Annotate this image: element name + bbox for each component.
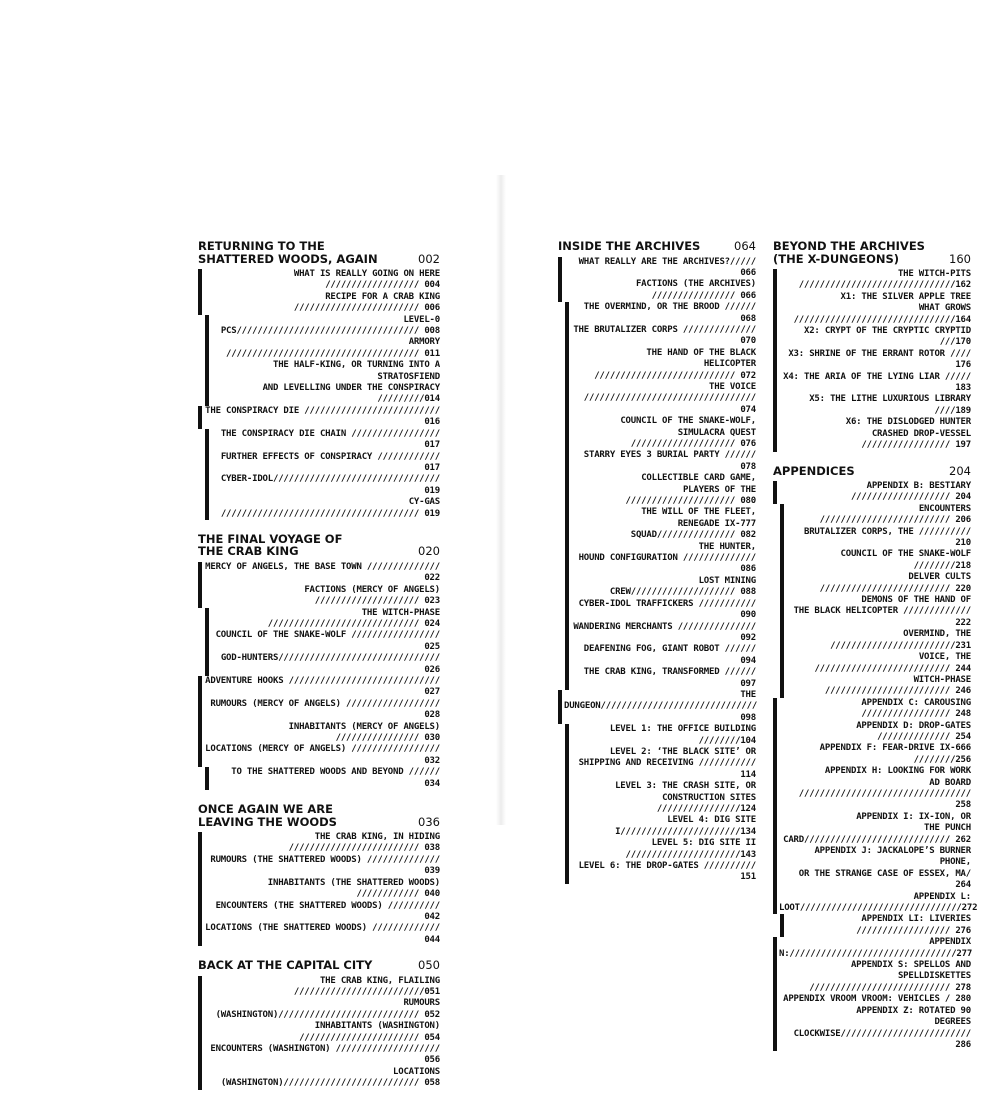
toc-entry[interactable]: APPENDIX N:////////////////////////////////277 — [773, 937, 971, 960]
section-heading — [558, 240, 756, 253]
toc-entry[interactable]: DEAFENING FOG, GIANT ROBOT ////// 094 — [558, 644, 756, 667]
toc-entry[interactable]: APPENDIX F: FEAR-DRIVE IX-666 ////////256 — [773, 743, 971, 766]
toc-entry[interactable]: LEVEL 2: ‘THE BLACK SITE’ OR SHIPPING AND RECEIVING /////////// 114 — [558, 747, 756, 781]
section-page-number: 064 — [734, 239, 756, 253]
toc-entry[interactable]: LOCATIONS (MERCY OF ANGELS) ///////////////// 032 — [198, 744, 440, 767]
toc-column-right-page-2 — [773, 239, 978, 1064]
toc-entry[interactable]: FURTHER EFFECTS OF CONSPIRACY //////////// 017 — [198, 452, 440, 475]
toc-entry[interactable]: APPENDIX VROOM VROOM: VEHICLES / 280 — [773, 994, 971, 1005]
toc-entry[interactable]: COUNCIL OF THE SNAKE-WOLF, SIMULACRA QUEST //////////////////// 076 — [558, 416, 756, 450]
toc-entry[interactable]: RUMOURS (WASHINGTON)/////////////////////////// 052 — [198, 998, 440, 1021]
toc-entry[interactable]: APPENDIX S: SPELLOS AND SPELLDISKETTES /////////////////////////// 278 — [773, 960, 971, 994]
toc-section — [198, 803, 440, 946]
toc-entry[interactable]: APPENDIX J: JACKALOPE’S BURNER PHONE, OR THE STRANGE CASE OF ESSEX, MA/ 264 — [773, 846, 971, 892]
toc-entry[interactable]: APPENDIX C: CAROUSING ///////////////// 248 — [773, 698, 971, 721]
toc-entry[interactable]: LOCATIONS (WASHINGTON)////////////////////////// 058 — [198, 1067, 440, 1090]
toc-entry[interactable]: MERCY OF ANGELS, THE BASE TOWN ////////////// 022 — [198, 562, 440, 585]
toc-entry[interactable]: X5: THE LITHE LUXURIOUS LIBRARY ////189 — [773, 394, 971, 417]
toc-entry[interactable]: APPENDIX L: LOOT///////////////////////////////272 — [773, 892, 971, 915]
toc-entry[interactable]: THE WILL OF THE FLEET, RENEGADE IX-777 SQUAD/////////////// 082 — [558, 507, 756, 541]
toc-entry[interactable]: CYBER-IDOL//////////////////////////////// 019 — [198, 474, 440, 497]
toc-entry[interactable]: THE CRAB KING, TRANSFORMED ////// 097 — [558, 667, 756, 690]
section-page-number: 020 — [418, 544, 440, 559]
toc-entry[interactable]: LEVEL 4: DIG SITE I///////////////////////134 — [558, 815, 756, 838]
toc-entry[interactable]: THE HUNTER, HOUND CONFIGURATION ////////////// 086 — [558, 542, 756, 576]
section-title: APPENDICES — [773, 463, 855, 478]
toc-entry[interactable]: CY-GAS ////////////////////////////////////// 019 — [198, 497, 440, 520]
toc-entry[interactable]: CYBER-IDOL TRAFFICKERS /////////// 090 — [558, 599, 756, 622]
toc-entry[interactable]: THE WITCH-PHASE ///////////////////////////// 024 — [198, 608, 440, 631]
toc-entry[interactable]: APPENDIX Z: ROTATED 90 DEGREES CLOCKWISE///////////////////////// 286 — [773, 1006, 971, 1052]
toc-entry[interactable]: THE VOICE ///////////////////////////////// 074 — [558, 382, 756, 416]
toc-entry[interactable]: LEVEL 1: THE OFFICE BUILDING ////////104 — [558, 724, 756, 747]
toc-entry[interactable]: LEVEL 3: THE CRASH SITE, OR CONSTRUCTION SITES ////////////////124 — [558, 781, 756, 815]
toc-entry[interactable]: LEVEL 6: THE DROP-GATES ////////// 151 — [558, 861, 756, 884]
toc-entry[interactable]: X1: THE SILVER APPLE TREE WHAT GROWS ///////////////////////////////164 — [773, 292, 971, 326]
section-heading — [198, 240, 440, 265]
toc-entry[interactable]: ARMORY ///////////////////////////////////// 011 — [198, 337, 440, 360]
toc-entry[interactable]: THE CRAB KING, IN HIDING ///////////////////////// 038 — [198, 832, 440, 855]
toc-entry[interactable]: OVERMIND, THE ////////////////////////231 — [773, 629, 971, 652]
toc-entry[interactable]: APPENDIX I: IX-ION, OR THE PUNCH CARD//////////////////////////// 262 — [773, 812, 971, 846]
toc-entry[interactable]: THE BRUTALIZER CORPS ////////////// 070 — [558, 325, 756, 348]
section-title: INSIDE THE ARCHIVES — [558, 239, 701, 253]
section-page-number: 002 — [418, 251, 440, 266]
toc-entry[interactable]: THE WITCH-PITS //////////////////////////////162 — [773, 269, 971, 292]
toc-entry[interactable]: DELVER CULTS ///////////////////////// 220 — [773, 572, 971, 595]
toc-entry[interactable]: WANDERING MERCHANTS /////////////// 092 — [558, 622, 756, 645]
toc-entry[interactable]: WITCH-PHASE //////////////////////// 246 — [773, 675, 971, 698]
toc-entry[interactable]: X4: THE ARIA OF THE LYING LIAR ///// 183 — [773, 372, 971, 395]
toc-entry[interactable]: ENCOUNTERS (WASHINGTON) //////////////////// 056 — [198, 1044, 440, 1067]
section-title: THE FINAL VOYAGE OF THE CRAB KING — [198, 531, 343, 559]
section-heading — [773, 465, 971, 478]
toc-entry[interactable]: APPENDIX H: LOOKING FOR WORK AD BOARD ///////////////////////////////// 258 — [773, 766, 971, 812]
page-gutter — [496, 175, 506, 825]
toc-entry[interactable]: X6: THE DISLODGED HUNTER CRASHED DROP-VESSEL ///////////////// 197 — [773, 417, 971, 451]
section-title: BACK AT THE CAPITAL CITY — [198, 958, 373, 973]
toc-entry[interactable]: BRUTALIZER CORPS, THE ////////// 210 — [773, 527, 971, 550]
section-title: BEYOND THE ARCHIVES (THE X-DUNGEONS) — [773, 239, 925, 266]
toc-entry[interactable]: RUMOURS (THE SHATTERED WOODS) ////////////// 039 — [198, 855, 440, 878]
toc-entry[interactable]: LOST MINING CREW//////////////////// 088 — [558, 576, 756, 599]
toc-entry[interactable]: THE CRAB KING, FLAILING /////////////////////////051 — [198, 976, 440, 999]
section-title: ONCE AGAIN WE ARE LEAVING THE WOODS — [198, 802, 337, 829]
toc-section — [198, 533, 440, 790]
toc-entry[interactable]: THE CONSPIRACY DIE ////////////////////////// 016 — [198, 406, 440, 429]
toc-entry[interactable]: INHABITANTS (THE SHATTERED WOODS) //////////// 040 — [198, 878, 440, 901]
toc-entry[interactable]: THE CONSPIRACY DIE CHAIN ///////////////// 017 — [198, 429, 440, 452]
toc-entry[interactable]: X3: SHRINE OF THE ERRANT ROTOR //// 176 — [773, 349, 971, 372]
toc-entry[interactable]: LEVEL-0 PCS/////////////////////////////////// 008 — [198, 315, 440, 338]
section-heading — [198, 803, 440, 828]
toc-section — [198, 959, 440, 1090]
section-title: RETURNING TO THE SHATTERED WOODS, AGAIN — [198, 239, 378, 266]
toc-entry[interactable]: ENCOUNTERS ///////////////////////// 206 — [773, 504, 971, 527]
toc-entry[interactable]: THE OVERMIND, OR THE BROOD ////// 068 — [558, 302, 756, 325]
toc-entry[interactable]: LEVEL 5: DIG SITE II //////////////////////143 — [558, 838, 756, 861]
toc-entry[interactable]: LOCATIONS (THE SHATTERED WOODS) ///////////// 044 — [198, 923, 440, 946]
section-page-number: 204 — [949, 463, 971, 478]
toc-entry[interactable]: FACTIONS (THE ARCHIVES) //////////////// 066 — [558, 279, 756, 302]
toc-entry[interactable]: WHAT IS REALLY GOING ON HERE ////////////////// 004 — [198, 269, 440, 292]
section-heading — [198, 959, 440, 972]
toc-entry[interactable]: ADVENTURE HOOKS ///////////////////////////// 027 — [198, 676, 440, 699]
toc-entry[interactable]: VOICE, THE ////////////////////////// 244 — [773, 652, 971, 675]
toc-entry[interactable]: APPENDIX D: DROP-GATES ////////////// 254 — [773, 721, 971, 744]
toc-section — [773, 463, 978, 1052]
toc-entry[interactable]: ENCOUNTERS (THE SHATTERED WOODS) ////////// 042 — [198, 901, 440, 924]
toc-entry[interactable]: COLLECTIBLE CARD GAME, PLAYERS OF THE ///////////////////// 080 — [558, 473, 756, 507]
section-page-number: 050 — [418, 958, 440, 973]
toc-entry[interactable]: APPENDIX LI: LIVERIES ////////////////// 276 — [773, 914, 971, 937]
toc-entry[interactable]: X2: CRYPT OF THE CRYPTIC CRYPTID ///170 — [773, 326, 971, 349]
toc-entry[interactable]: RUMOURS (MERCY OF ANGELS) ////////////////// 028 — [198, 699, 440, 722]
toc-column-left-page — [198, 240, 440, 1103]
section-page-number: 036 — [418, 814, 440, 829]
toc-entry[interactable]: GOD-HUNTERS/////////////////////////////// 026 — [198, 653, 440, 676]
toc-entry[interactable]: INHABITANTS (WASHINGTON) /////////////////////// 054 — [198, 1021, 440, 1044]
section-page-number: 160 — [949, 251, 971, 266]
toc-entry[interactable]: THE DUNGEON////////////////////////////// 098 — [558, 690, 756, 724]
toc-entry[interactable]: COUNCIL OF THE SNAKE-WOLF ///////////////// 025 — [198, 630, 440, 653]
toc-entry[interactable]: THE HAND OF THE BLACK HELICOPTER /////////////////////////// 072 — [558, 348, 756, 382]
toc-entry[interactable]: COUNCIL OF THE SNAKE-WOLF ////////218 — [773, 549, 971, 572]
toc-entry[interactable]: INHABITANTS (MERCY OF ANGELS) //////////////// 030 — [198, 722, 440, 745]
toc-section — [773, 240, 971, 452]
toc-column-right-page-1 — [558, 240, 756, 897]
toc-entry[interactable]: RECIPE FOR A CRAB KING //////////////////////// 006 — [198, 292, 440, 315]
toc-entry[interactable]: WHAT REALLY ARE THE ARCHIVES?///// 066 — [558, 257, 756, 280]
toc-entry[interactable]: THE HALF-KING, OR TURNING INTO A STRATOSFIEND AND LEVELLING UNDER THE CONSPIRACY /////////014 — [198, 360, 440, 406]
section-heading — [773, 240, 971, 265]
toc-entry[interactable]: FACTIONS (MERCY OF ANGELS) //////////////////// 023 — [198, 585, 440, 608]
toc-entry[interactable]: APPENDIX B: BESTIARY /////////////////// 204 — [773, 481, 971, 504]
section-heading — [198, 533, 440, 558]
toc-entry[interactable]: STARRY EYES 3 BURIAL PARTY ////// 078 — [558, 450, 756, 473]
toc-section — [198, 240, 440, 520]
toc-section — [558, 240, 756, 884]
toc-entry[interactable]: DEMONS OF THE HAND OF THE BLACK HELICOPTER ///////////// 222 — [773, 595, 971, 629]
toc-entry[interactable]: TO THE SHATTERED WOODS AND BEYOND ////// 034 — [198, 767, 440, 790]
